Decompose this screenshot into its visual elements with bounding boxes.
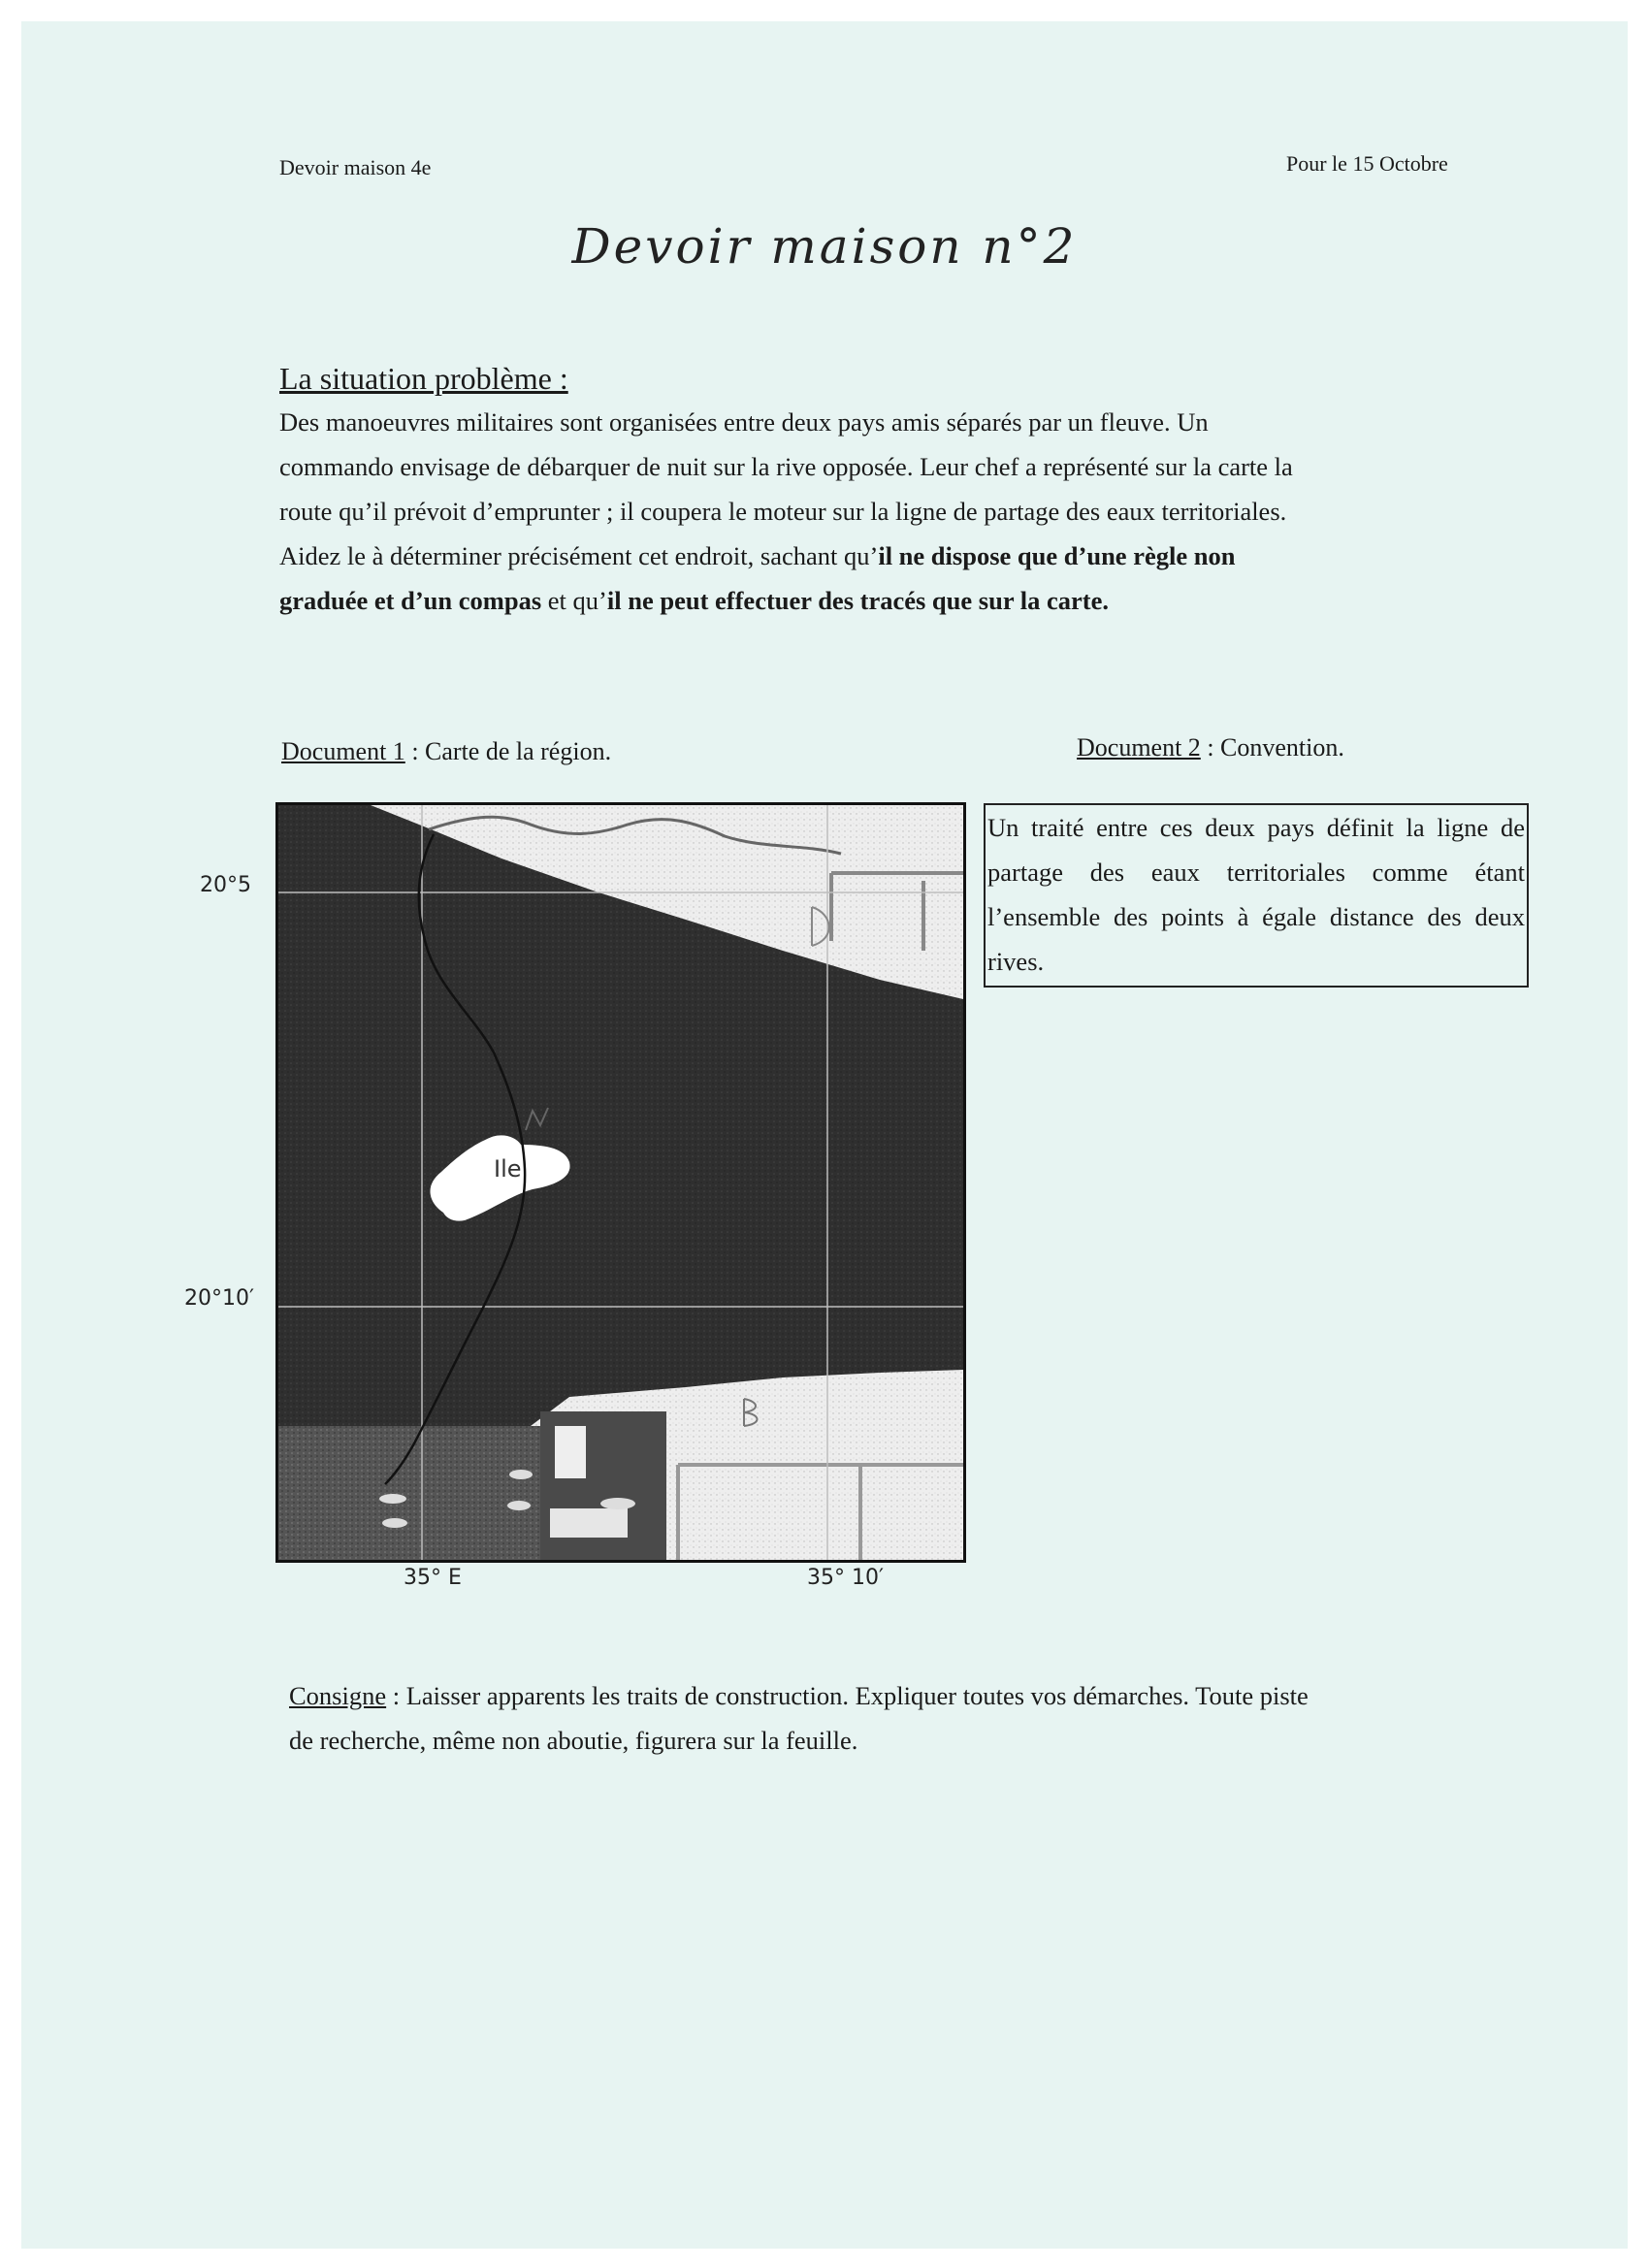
convention-box: Un traité entre ces deux pays définit la ligne de partage des eaux territoriales comme étant l’ensemble des points à égale distance des deux rives. bbox=[984, 803, 1529, 988]
boat bbox=[507, 1501, 531, 1510]
document1-caption bbox=[281, 737, 611, 766]
situation-bold-text: il ne peut effectuer des tracés que sur la carte. bbox=[606, 586, 1109, 615]
situation-line bbox=[279, 578, 1540, 623]
boat bbox=[379, 1494, 406, 1504]
building-block bbox=[555, 1426, 586, 1478]
consigne-text: : Laisser apparents les traits de construction. Expliquer toutes vos démarches. Toute piste bbox=[386, 1681, 1309, 1710]
consigne-label: Consigne bbox=[289, 1681, 387, 1710]
latitude-bottom-label: 20°10′ bbox=[184, 1286, 254, 1311]
latitude-top-label: 20°5 bbox=[200, 873, 251, 897]
document2-label: Document 2 bbox=[1077, 733, 1201, 761]
situation-paragraph bbox=[279, 400, 1540, 623]
header-class-label: Devoir maison 4e bbox=[279, 155, 432, 179]
situation-line: commando envisage de débarquer de nuit sur la rive opposée. Leur chef a représenté sur la carte la bbox=[279, 452, 1293, 481]
page-title: Devoir maison n°2 bbox=[571, 218, 1078, 275]
building-block bbox=[550, 1508, 628, 1538]
consigne-line bbox=[289, 1673, 1550, 1718]
island-label: Ile bbox=[494, 1155, 522, 1183]
document2-text: : Convention. bbox=[1200, 733, 1344, 761]
consigne-paragraph bbox=[289, 1673, 1550, 1763]
situation-bold-text: graduée et d’un compas bbox=[279, 586, 542, 615]
map-drawing bbox=[278, 805, 963, 1560]
longitude-right-label: 35° 10′ bbox=[807, 1566, 884, 1590]
situation-text: Aidez le à déterminer précisément cet endroit, sachant qu’ bbox=[279, 541, 879, 570]
consigne-line: de recherche, même non aboutie, figurera sur la feuille. bbox=[289, 1726, 858, 1755]
document1-label: Document 1 bbox=[281, 737, 405, 765]
longitude-left-label: 35° E bbox=[404, 1566, 462, 1590]
region-map bbox=[275, 802, 966, 1563]
situation-line bbox=[279, 534, 1540, 578]
boat bbox=[509, 1470, 533, 1479]
situation-line: Des manoeuvres militaires sont organisées entre deux pays amis séparés par un fleuve. Un bbox=[279, 407, 1209, 437]
situation-line: route qu’il prévoit d’emprunter ; il coupera le moteur sur la ligne de partage des eaux territoriales. bbox=[279, 497, 1287, 526]
document2-caption bbox=[1077, 733, 1344, 762]
boat bbox=[382, 1518, 407, 1528]
document1-text: : Carte de la région. bbox=[404, 737, 612, 765]
situation-heading: La situation problème : bbox=[279, 361, 568, 396]
situation-text: et qu’ bbox=[541, 586, 607, 615]
boat bbox=[600, 1498, 635, 1509]
situation-bold-text: il ne dispose que d’une règle non bbox=[878, 541, 1236, 570]
header-due-date: Pour le 15 Octobre bbox=[1286, 151, 1448, 176]
